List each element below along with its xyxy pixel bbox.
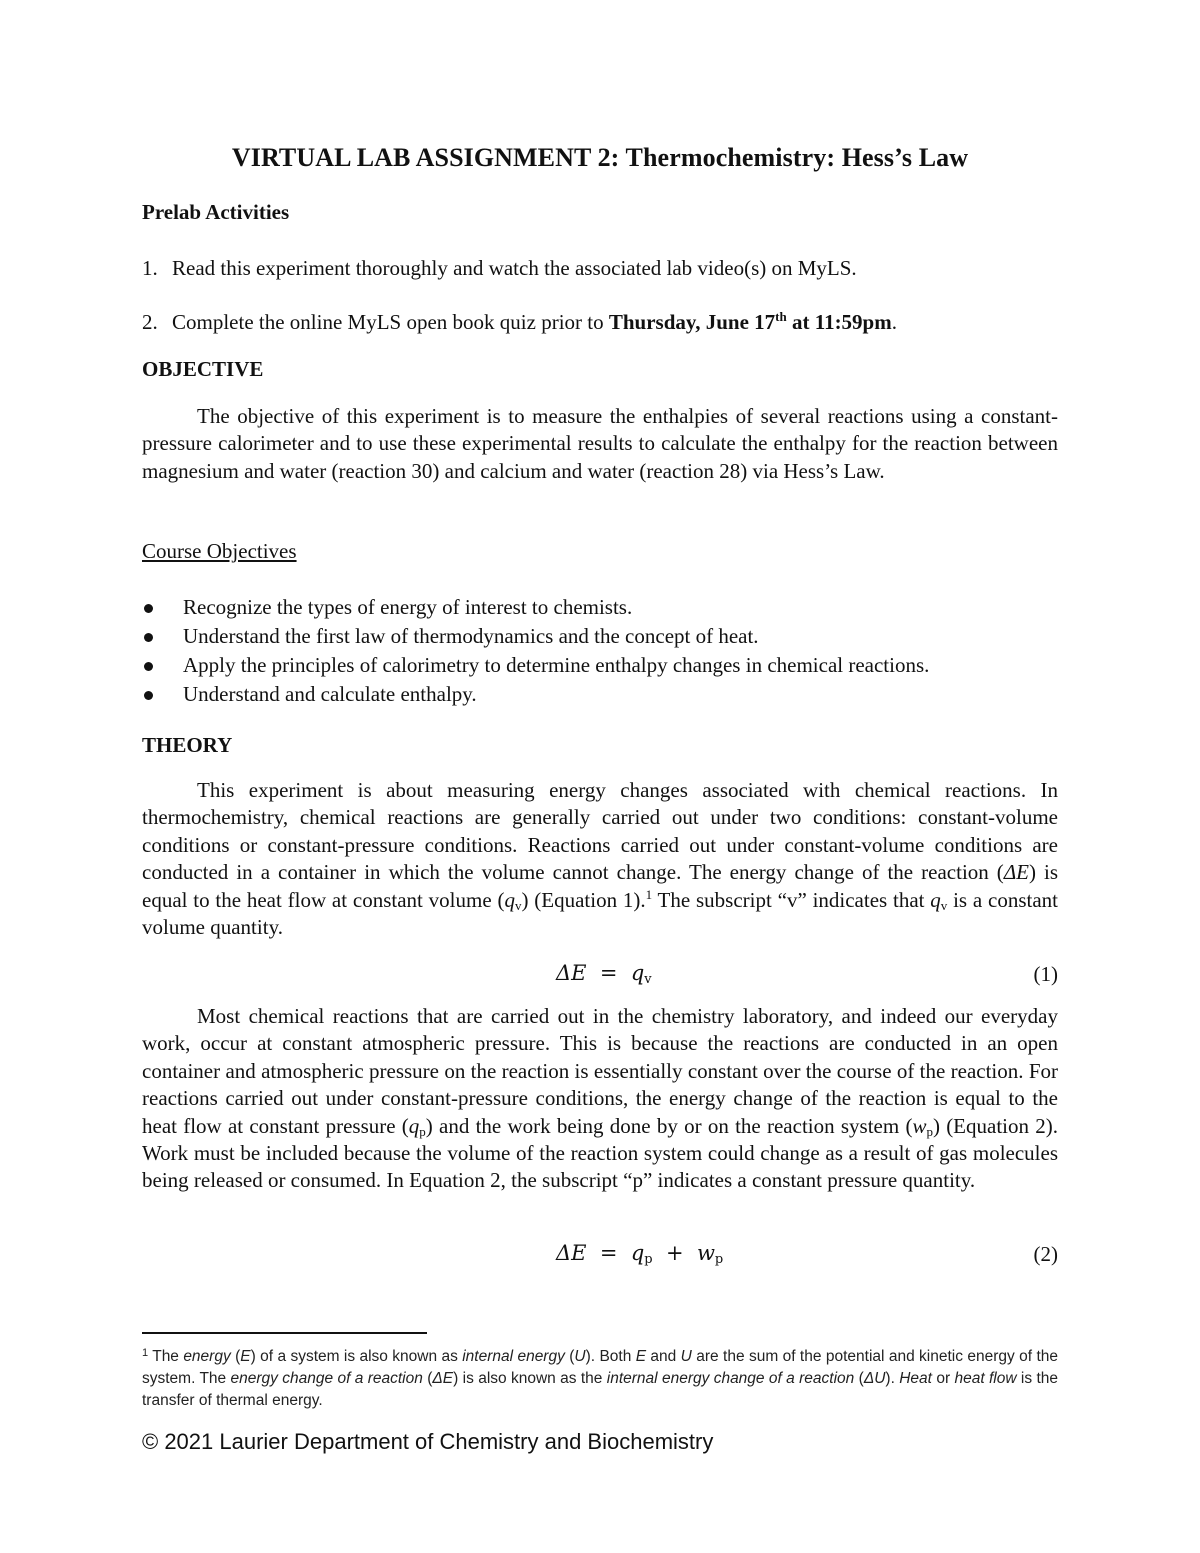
theory-paragraph-2: Most chemical reactions that are carried out in the chemistry laboratory, and indeed our everyday work, occur at constant atmospheric pressure. This is because the reactions are conducted in an open container and atmospheric pressure on the reaction is essentially constant over the course of the reaction. For reactions carried out under constant-pressure conditions, the energy change of the reaction is equal to the heat flow at constant pressure $(q_p)$ and the work being done by or on the reaction system $(w_p)$ (Equation 2). Work must be included because the volume of the reaction system could change as a result of gas molecules being released or consumed. In Equation 2, the subscript “p” indicates a constant pressure quantity. xyxy=(142,1004,1058,1193)
prelab-item-2-text: Complete the online MyLS open book quiz prior to xyxy=(172,310,609,334)
bullet-icon xyxy=(144,633,153,642)
prelab-heading: Prelab Activities xyxy=(142,200,290,224)
footnote-divider xyxy=(142,1332,427,1334)
footnote-reference: 1 xyxy=(645,886,653,902)
prelab-item-2: 2. Complete the online MyLS open book quiz prior to Thursday, June 17th at 11:59pm. xyxy=(142,309,897,334)
objective-heading: OBJECTIVE xyxy=(142,357,264,381)
list-item: Understand the first law of thermodynamics and the concept of heat. xyxy=(142,622,929,651)
equation-2-number: (2) xyxy=(1033,1242,1058,1266)
equation-1: $\Delta E = q_v$ xyxy=(556,961,652,987)
prelab-item-1 xyxy=(142,256,857,281)
page-title: VIRTUAL LAB ASSIGNMENT 2: Thermochemistry: Hess’s Law xyxy=(231,143,969,172)
list-item: Apply the principles of calorimetry to determine enthalpy changes in chemical reactions. xyxy=(142,651,929,680)
prelab-item-1-text: Read this experiment thoroughly and watch the associated lab video(s) on MyLS. xyxy=(172,256,857,280)
equation-2: $\Delta E = q_p + w_p$ xyxy=(556,1241,724,1267)
bullet-icon xyxy=(144,691,153,700)
equation-1-number: (1) xyxy=(1033,962,1058,986)
theory-heading: THEORY xyxy=(142,733,233,757)
theory-paragraph-1: This experiment is about measuring energy changes associated with chemical reactions. In thermochemistry, chemical reactions are generally carried out under two conditions: constant-volume conditions or constant-pressure conditions. Reactions carried out under constant-volume conditions are conducted in a container in which the volume cannot change. The energy change of the reaction (ΔE) is equal to the heat flow at constant volume $(q_v)$ (Equation 1).$^1$ The subscript “v” indicates that $q_v$ is a constant volume quantity. xyxy=(142,778,1059,940)
footnote-mark: 1 xyxy=(142,1347,149,1359)
prelab-item-2-number: 2. xyxy=(142,310,158,334)
objective-paragraph: The objective of this experiment is to measure the enthalpies of several reactions using a constant-pressure calorimeter and to use these experimental results to calculate the enthalpy for the reaction between magnesium and water (reaction 30) and calcium and water (reaction 28) via Hess’s Law. xyxy=(142,404,1058,483)
quiz-deadline: Thursday, June 17th at 11:59pm xyxy=(608,309,892,334)
course-objectives-list xyxy=(142,593,929,709)
prelab-item-1-number: 1. xyxy=(142,256,158,280)
list-item: Understand and calculate enthalpy. xyxy=(142,680,929,709)
course-objectives-heading: Course Objectives xyxy=(142,539,297,563)
footnote: $^1$ The energy (E) of a system is also known as internal energy (U). Both E and U are the sum of the potential and kinetic energy of the system. The energy change of a reaction (ΔE) is also known as the internal energy change of a reaction (ΔU). Heat or heat flow is the transfer of thermal energy. xyxy=(142,1347,1059,1409)
bullet-icon xyxy=(144,604,153,613)
bullet-icon xyxy=(144,662,153,671)
copyright-notice: © 2021 Laurier Department of Chemistry and Biochemistry xyxy=(142,1429,714,1454)
list-item: Recognize the types of energy of interest to chemists. xyxy=(142,593,929,622)
